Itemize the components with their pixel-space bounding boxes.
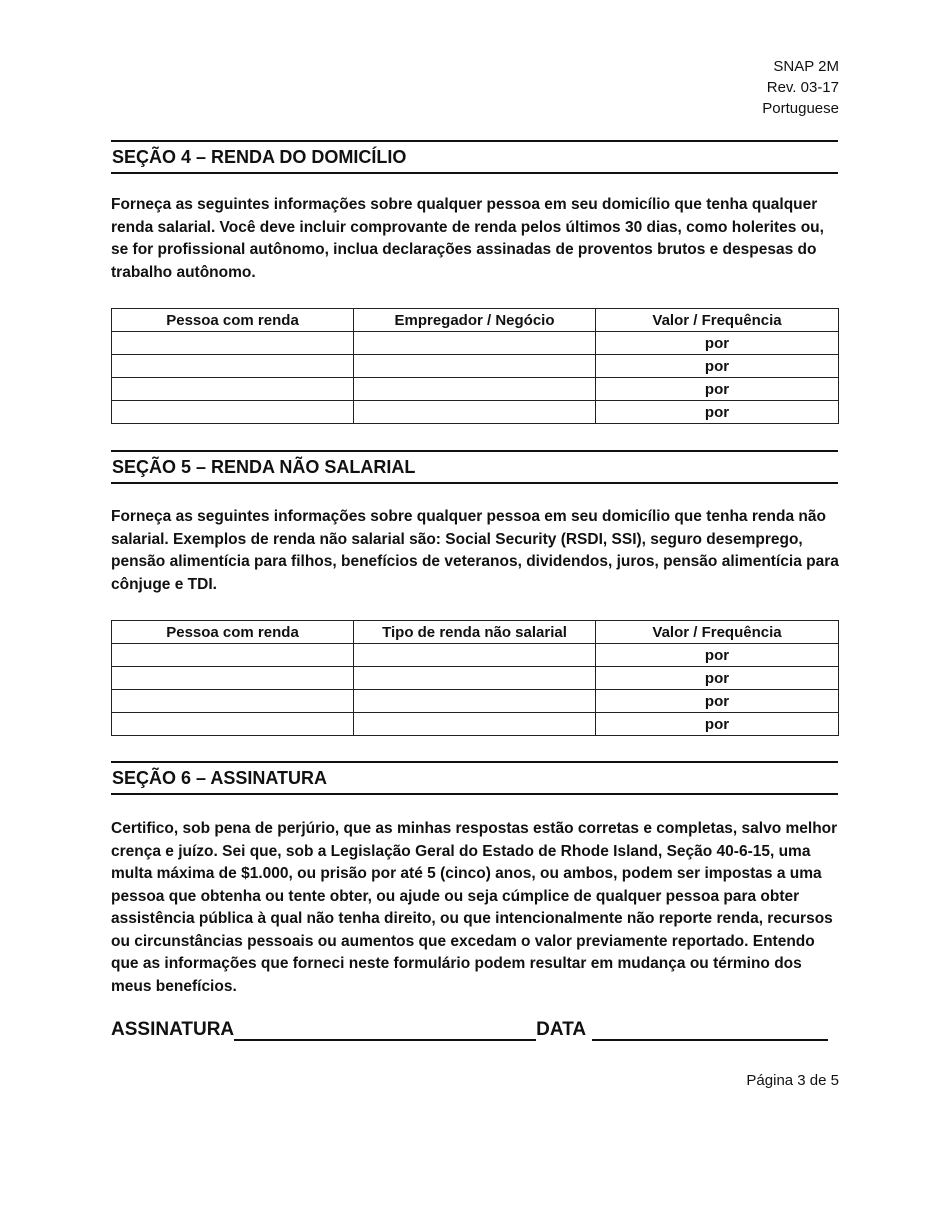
employer-cell[interactable]	[354, 332, 596, 355]
table-row	[112, 713, 839, 736]
person-cell[interactable]	[112, 401, 354, 424]
form-header	[762, 56, 839, 119]
form-revision: Rev. 03-17	[766, 79, 839, 96]
section-4-instructions: Forneça as seguintes informações sobre qualquer pessoa em seu domicílio que tenha qualquer renda salarial. Você deve incluir comprovante de renda pelos últimos 30 dias, como holerites ou, se for profissional autônomo, inclua declarações assinadas de proventos brutos e despesas do trabalho autônomo.	[111, 196, 824, 281]
earned-income-table	[111, 308, 839, 424]
column-header-person: Pessoa com renda	[112, 309, 354, 332]
person-cell[interactable]	[112, 332, 354, 355]
amount-frequency-cell[interactable]: por	[596, 332, 839, 355]
unearned-income-table	[111, 620, 839, 736]
person-cell[interactable]	[112, 690, 354, 713]
amount-frequency-cell[interactable]: por	[596, 713, 839, 736]
certification-text: Certifico, sob pena de perjúrio, que as minhas respostas estão corretas e completas, salvo melhor crença e juízo. Sei que, sob a Legislação Geral do Estado de Rhode Island, Seção 40-6-15, uma multa máxima de $1.000, ou prisão por até 5 (cinco) anos, ou ambos, podem ser impostas a uma pessoa que obtenha ou tente obter, ou ajude ou seja cúmplice de qualquer pessoa para obter assistência pública à qual não tenha direito, ou que intencionalmente não reporte renda, recursos ou circunstâncias pessoais ou aumentos que excedam o valor previamente reportado. Entendo que as informações que forneci neste formulário podem resultar em mudança ou término dos meus benefícios.	[111, 820, 838, 995]
employer-cell[interactable]	[354, 378, 596, 401]
column-header-amount-frequency: Valor / Frequência	[596, 621, 839, 644]
table-row	[112, 690, 839, 713]
person-cell[interactable]	[112, 355, 354, 378]
page-number: Página 3 de 5	[746, 1072, 839, 1089]
column-header-amount-frequency: Valor / Frequência	[596, 309, 839, 332]
date-label: DATA	[536, 1019, 587, 1040]
column-header-employer: Empregador / Negócio	[354, 309, 596, 332]
amount-frequency-cell[interactable]: por	[596, 401, 839, 424]
person-cell[interactable]	[112, 644, 354, 667]
income-type-cell[interactable]	[354, 644, 596, 667]
section-5-title: SEÇÃO 5 – RENDA NÃO SALARIAL	[111, 450, 838, 484]
section-4-title: SEÇÃO 4 – RENDA DO DOMICÍLIO	[111, 140, 838, 174]
signature-label: ASSINATURA	[111, 1019, 235, 1040]
amount-frequency-cell[interactable]: por	[596, 355, 839, 378]
form-language: Portuguese	[762, 100, 839, 117]
income-type-cell[interactable]	[354, 690, 596, 713]
signature-row	[111, 1019, 828, 1041]
table-row	[112, 355, 839, 378]
income-type-cell[interactable]	[354, 667, 596, 690]
table-row	[112, 667, 839, 690]
amount-frequency-cell[interactable]: por	[596, 690, 839, 713]
table-row	[112, 644, 839, 667]
employer-cell[interactable]	[354, 401, 596, 424]
amount-frequency-cell[interactable]: por	[596, 378, 839, 401]
section-6-title: SEÇÃO 6 – ASSINATURA	[111, 761, 838, 795]
income-type-cell[interactable]	[354, 713, 596, 736]
amount-frequency-cell[interactable]: por	[596, 667, 839, 690]
table-row	[112, 378, 839, 401]
person-cell[interactable]	[112, 713, 354, 736]
amount-frequency-cell[interactable]: por	[596, 644, 839, 667]
person-cell[interactable]	[112, 378, 354, 401]
date-field[interactable]	[592, 1019, 828, 1041]
person-cell[interactable]	[112, 667, 354, 690]
column-header-income-type: Tipo de renda não salarial	[354, 621, 596, 644]
employer-cell[interactable]	[354, 355, 596, 378]
table-row	[112, 401, 839, 424]
table-header-row	[112, 621, 839, 644]
form-id: SNAP 2M	[773, 58, 839, 75]
table-row	[112, 332, 839, 355]
signature-field[interactable]	[234, 1019, 536, 1041]
section-5-instructions: Forneça as seguintes informações sobre qualquer pessoa em seu domicílio que tenha renda não salarial. Exemplos de renda não salarial são: Social Security (RSDI, SSI), seguro desemprego, pensão alimentícia para filhos, benefícios de veteranos, dividendos, juros, pensão alimentícia para cônjuge e TDI.	[111, 508, 839, 593]
table-header-row	[112, 309, 839, 332]
column-header-person: Pessoa com renda	[112, 621, 354, 644]
